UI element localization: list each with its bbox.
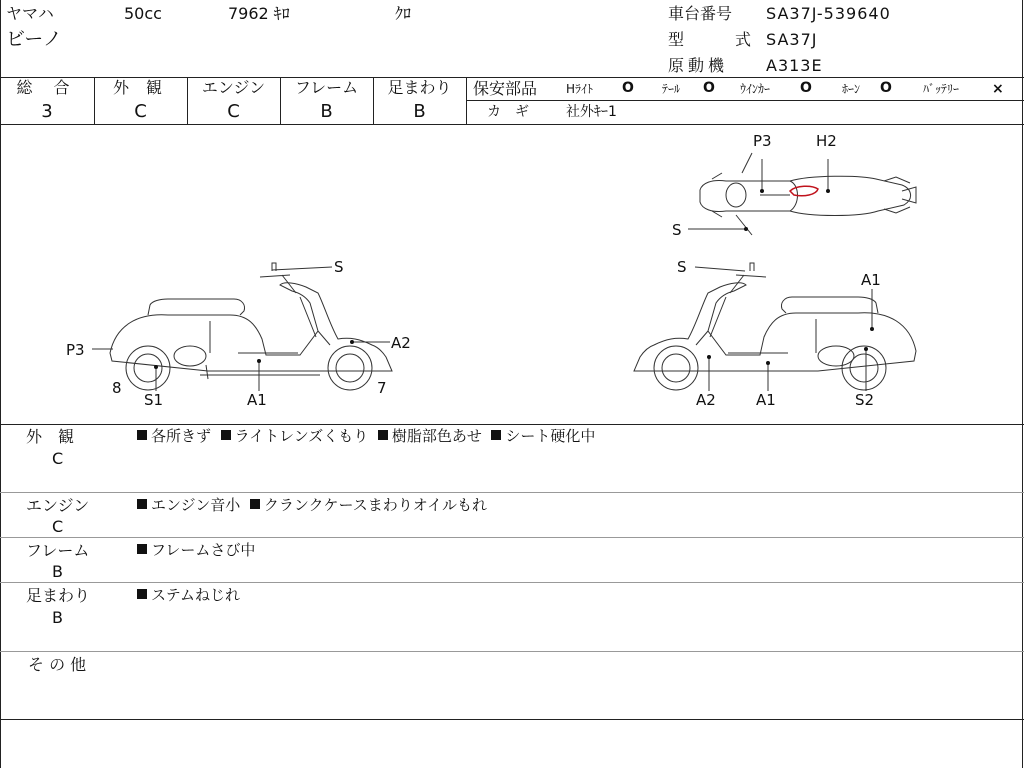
note-grade: B xyxy=(52,608,63,627)
note-item: 樹脂部色あせ xyxy=(391,427,482,445)
bullet-icon xyxy=(378,430,388,440)
grade-value: B xyxy=(413,101,426,122)
safety-item-winker: ｳｲﾝｶｰ xyxy=(740,82,771,96)
color: ｸﾛ xyxy=(395,4,412,23)
note-item: 各所きず xyxy=(151,427,212,445)
note-grade: C xyxy=(52,449,64,468)
grade-label: 外 観 xyxy=(112,78,169,97)
frame-no: SA37J-539640 xyxy=(766,4,891,23)
displacement: 50cc xyxy=(124,4,162,23)
notes-divider xyxy=(0,651,1024,652)
label-s-right: S xyxy=(677,258,687,276)
label-p3-top: P3 xyxy=(753,132,772,150)
grade-label: 足まわり xyxy=(387,78,452,97)
label-a1-right: A1 xyxy=(861,271,881,289)
note-items xyxy=(137,543,255,558)
safety-item-battery: ﾊﾞｯﾃﾘｰ xyxy=(923,82,960,96)
grade-value: B xyxy=(320,101,333,122)
note-label: 外 観 xyxy=(26,427,75,446)
note-item: フレームさび中 xyxy=(151,541,256,559)
safety-item-headlight: Hﾗｲﾄ xyxy=(566,82,594,96)
safety-item-tail: ﾃｰﾙ xyxy=(662,82,681,96)
safety-mark: O xyxy=(703,80,715,96)
note-item: ステムねじれ xyxy=(151,586,240,604)
damage-mark xyxy=(790,186,818,196)
label-8: 8 xyxy=(112,379,122,397)
grade-value: C xyxy=(134,101,147,122)
maker: ヤマハ xyxy=(6,4,54,23)
grade-suspension xyxy=(373,0,466,125)
safety-mark: × xyxy=(992,81,1004,97)
note-label: フレーム xyxy=(26,541,90,560)
grade-value: 3 xyxy=(41,101,53,122)
bullet-icon xyxy=(221,430,231,440)
safety-mark: O xyxy=(800,80,812,96)
note-items xyxy=(137,429,595,444)
leader-lines xyxy=(92,159,872,391)
grade-engine xyxy=(187,0,280,125)
mileage: 7962 ｷﾛ xyxy=(228,4,290,23)
grade-label: フレーム xyxy=(294,78,359,97)
key-value: 社外ｷｰ1 xyxy=(566,104,617,120)
grade-divider xyxy=(466,77,467,125)
engine-label: 原動機 xyxy=(668,56,729,75)
key-label: カ ギ xyxy=(487,104,529,120)
type-label: 型 xyxy=(668,30,685,49)
bullet-icon xyxy=(137,589,147,599)
grade-frame xyxy=(280,0,373,125)
note-label: 足まわり xyxy=(26,586,91,605)
note-label: そ の 他 xyxy=(28,655,87,674)
safety-mark: O xyxy=(880,80,892,96)
model-name: ビーノ xyxy=(6,28,62,50)
label-7: 7 xyxy=(377,379,387,397)
bullet-icon xyxy=(137,544,147,554)
notes-divider xyxy=(0,582,1024,583)
safety-label: 保安部品 xyxy=(473,79,538,98)
label-p3: P3 xyxy=(66,341,85,359)
type-value: SA37J xyxy=(766,30,818,49)
notes-divider xyxy=(0,492,1024,493)
safety-divider-line xyxy=(467,100,1024,101)
label-s1: S1 xyxy=(144,391,164,409)
grade-label: エンジン xyxy=(201,78,266,97)
scooter-left-side xyxy=(110,263,392,390)
notes-divider xyxy=(0,537,1024,538)
label-a2: A2 xyxy=(391,334,411,352)
note-item: エンジン音小 xyxy=(151,496,241,514)
bullet-icon xyxy=(137,499,147,509)
label-s-top: S xyxy=(672,221,682,239)
note-item: シート硬化中 xyxy=(505,427,596,445)
grade-exterior xyxy=(94,0,187,125)
label-a1: A1 xyxy=(247,391,267,409)
damage-diagram xyxy=(0,125,1024,425)
label-s: S xyxy=(334,258,344,276)
bullet-icon xyxy=(137,430,147,440)
bullet-icon xyxy=(491,430,501,440)
grade-overall xyxy=(0,0,94,125)
note-grade: C xyxy=(52,517,64,536)
label-s2: S2 xyxy=(855,391,875,409)
note-items xyxy=(137,588,240,603)
notes-bottom-line xyxy=(0,719,1024,720)
label-a2-right: A2 xyxy=(696,391,716,409)
label-a1-right-bottom: A1 xyxy=(756,391,776,409)
type-label-2: 式 xyxy=(735,30,752,49)
note-item: クランクケースまわりオイルもれ xyxy=(263,496,488,514)
engine-model: A313E xyxy=(766,56,823,75)
safety-item-horn: ﾎｰﾝ xyxy=(842,82,861,96)
note-grade: B xyxy=(52,562,63,581)
grade-label: 総 合 xyxy=(16,78,78,97)
bullet-icon xyxy=(250,499,260,509)
frame-no-label: 車台番号 xyxy=(668,4,733,23)
note-label: エンジン xyxy=(26,496,90,515)
safety-mark: O xyxy=(622,80,634,96)
note-items xyxy=(137,498,487,513)
grade-value: C xyxy=(227,101,240,122)
label-h2: H2 xyxy=(816,132,837,150)
notes-top-line xyxy=(0,424,1024,425)
note-item: ライトレンズくもり xyxy=(234,427,369,445)
scooter-top-view xyxy=(700,153,916,235)
